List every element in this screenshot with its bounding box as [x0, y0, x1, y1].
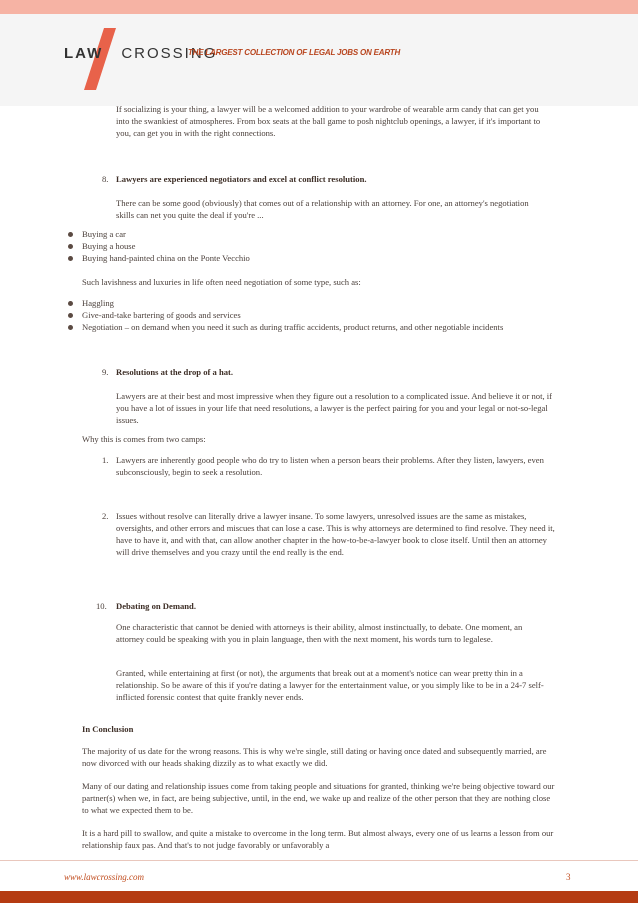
- sub-number-2: 2.: [102, 511, 109, 521]
- item-number-9: 9.: [102, 367, 109, 377]
- bullet-dot: [68, 256, 73, 261]
- conclusion-heading: In Conclusion: [82, 724, 134, 734]
- list-item-car: Buying a car: [82, 229, 126, 239]
- bullet-dot: [68, 313, 73, 318]
- sub-number-1: 1.: [102, 455, 109, 465]
- camp-1-paragraph: Lawyers are inherently good people who do try to listen when a person bears their problems. After they listen, lawyers, even subconsciously, begin to seek a resolution.: [116, 455, 544, 477]
- conclusion-paragraph-2: Many of our dating and relationship issues come from taking people and situations for granted, thinking we're being objective toward our partner(s) when we, in fact, are being subjective, until, in the end, we wake up and realize of the other person that they are nothing close to what we expected them to be.: [82, 781, 555, 815]
- paragraph-two-camps: Why this is comes from two camps:: [82, 434, 206, 444]
- logo-law: LAW: [64, 45, 104, 62]
- item-number-8: 8.: [102, 174, 109, 184]
- paragraph-socializing: If socializing is your thing, a lawyer will be a welcomed addition to your wardrobe of wearable arm candy that can get you into the swankiest of atmospheres. From box seats at the ball game to posh nightclub openings, a lawyer, if it's important to you, can get you in with the right connections.: [116, 104, 541, 138]
- conclusion-paragraph-1: The majority of us date for the wrong reasons. This is why we're single, still dating or having once dated and subsequently married, are now divorced with our heads shaking dizzily as to what exactly we did.: [82, 746, 547, 768]
- list-item-house: Buying a house: [82, 241, 136, 251]
- item-10-paragraph-1: One characteristic that cannot be denied with attorneys is their ability, almost instinctually, to debate. One moment, an attorney could be speaking with you in plain language, then with the next moment, his words turn to legalese.: [116, 622, 523, 644]
- list-item-haggling: Haggling: [82, 298, 114, 308]
- bullet-dot: [68, 244, 73, 249]
- top-accent-bar: [0, 0, 638, 14]
- item-number-10: 10.: [96, 601, 107, 611]
- logo-crossing: CROSSING: [121, 45, 218, 62]
- conclusion-paragraph-3: It is a hard pill to swallow, and quite a mistake to overcome in the long term. But almost always, every one of us learns a lesson from our relationship faux pas. And that's to not judge favorably or unfavorably a: [82, 828, 554, 850]
- bullet-dot: [68, 232, 73, 237]
- page-number: 3: [566, 872, 571, 882]
- bottom-accent-bar: [0, 891, 638, 903]
- footer-website-link[interactable]: www.lawcrossing.com: [64, 872, 145, 882]
- list-item-negotiation: Negotiation – on demand when you need it such as during traffic accidents, product returns, and other negotiable incidents: [82, 322, 504, 332]
- footer-divider: [0, 860, 638, 861]
- item-8-heading: Lawyers are experienced negotiators and excel at conflict resolution.: [116, 174, 367, 184]
- item-9-paragraph: Lawyers are at their best and most impressive when they figure out a resolution to a complicated issue. And believe it or not, if you have a lot of issues in your life that need resolutions, a lawyer is the perfect pairing for you and your legal or not-so-legal issues.: [116, 391, 553, 425]
- header-tagline: THE LARGEST COLLECTION OF LEGAL JOBS ON EARTH: [188, 48, 401, 57]
- item-10-heading: Debating on Demand.: [116, 601, 196, 611]
- list-item-bartering: Give-and-take bartering of goods and services: [82, 310, 241, 320]
- camp-2-paragraph: Issues without resolve can literally drive a lawyer insane. To some lawyers, unresolved issues are the same as mistakes, oversights, and other errors and miscues that can lose a case. This is why attorneys are determined to find resolve. They need it, have to have it, and with that, can allow another chapter in the how-to-be-a-lawyer book to close itself. Until then an attorney will drive themselves and you crazy until the end really is the end.: [116, 511, 555, 557]
- paragraph-lavishness: Such lavishness and luxuries in life often need negotiation of some type, such as:: [82, 277, 361, 287]
- item-9-heading: Resolutions at the drop of a hat.: [116, 367, 234, 377]
- item-10-paragraph-2: Granted, while entertaining at first (or not), the arguments that break out at a moment's notice can wear pretty thin in a relationship. So be aware of this if you're dating a lawyer for the entertainment value, or you simply like to be in a 24-7 self-inflicted forensic contest that quite frankly never ends.: [116, 668, 544, 702]
- bullet-dot: [68, 325, 73, 330]
- bullet-dot: [68, 301, 73, 306]
- list-item-china: Buying hand-painted china on the Ponte Vecchio: [82, 253, 250, 263]
- item-8-paragraph: There can be some good (obviously) that comes out of a relationship with an attorney. For one, an attorney's negotiation skills can net you quite the deal if you're ...: [116, 198, 529, 220]
